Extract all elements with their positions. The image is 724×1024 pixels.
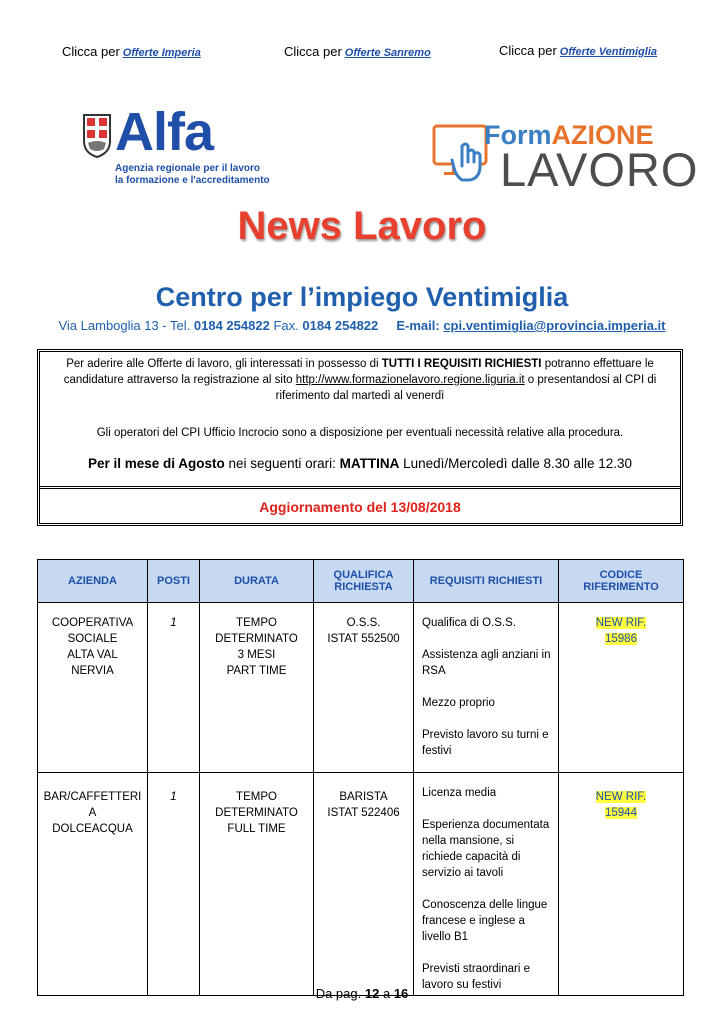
cpi-address: Via Lamboglia 13 - Tel. (58, 318, 191, 333)
update-date: Aggiornamento del 13/08/2018 (259, 499, 461, 515)
top-link-ventimiglia (499, 43, 657, 58)
cell-codice (559, 773, 684, 996)
cpi-fax-label: Fax. (273, 318, 299, 333)
top-link-prefix: Clicca per (62, 44, 120, 59)
cell-qualifica: O.S.S. ISTAT 552500 (314, 603, 414, 773)
cpi-tel: 0184 254822 (193, 318, 270, 333)
info-paragraph-2: Gli operatori del CPI Ufficio Incrocio sono a disposizione per eventuali necessità relative alla procedura. (96, 427, 624, 439)
cpi-contacts (0, 318, 724, 333)
new-rif-badge: NEW RIF. (595, 617, 647, 629)
top-link-prefix: Clicca per (499, 43, 557, 58)
cell-azienda: BAR/CAFFETTERI A DOLCEACQUA (38, 773, 148, 996)
alfa-logo-subtitle: Agenzia regionale per il lavoro la formazione e l'accreditamento (115, 163, 270, 186)
new-rif-badge: NEW RIF. (595, 791, 647, 803)
alfa-logo-text: Alfa (115, 102, 214, 162)
top-link-sanremo (284, 44, 431, 59)
header-requisiti: REQUISITI RICHIESTI (414, 560, 559, 603)
rif-code: 15944 (605, 807, 637, 819)
header-qualifica: QUALIFICA RICHIESTA (314, 560, 414, 603)
current-page: 12 (364, 986, 380, 1001)
info-box (37, 349, 683, 526)
cpi-email-link[interactable]: cpi.ventimiglia@provincia.imperia.it (443, 318, 666, 333)
requisiti-emphasis: TUTTI I REQUISITI RICHIESTI (381, 358, 542, 370)
table-header-row (38, 560, 684, 603)
page-footer: Da pag. 12 a 16 (315, 986, 409, 1001)
cell-posti: 1 (148, 603, 200, 773)
cpi-name: Centro per l’impiego Ventimiglia (155, 282, 569, 312)
formazione-lavoro-url-link[interactable]: http://www.formazionelavoro.regione.liguria.it (295, 374, 525, 386)
cell-durata: TEMPO DETERMINATO FULL TIME (200, 773, 314, 996)
header-codice: CODICE RIFERIMENTO (559, 560, 684, 603)
cell-posti: 1 (148, 773, 200, 996)
table-row (38, 603, 684, 773)
offerte-imperia-link[interactable]: Offerte Imperia (122, 47, 201, 59)
cpi-fax: 0184 254822 (302, 318, 379, 333)
cell-azienda: COOPERATIVA SOCIALE ALTA VAL NERVIA (38, 603, 148, 773)
table-row (38, 773, 684, 996)
header-durata: DURATA (200, 560, 314, 603)
formazione-logo-text: FormAZIONE (484, 120, 654, 150)
rif-code: 15986 (605, 633, 637, 645)
offerte-ventimiglia-link[interactable]: Offerte Ventimiglia (559, 46, 657, 58)
top-link-prefix: Clicca per (284, 44, 342, 59)
info-divider (40, 486, 680, 489)
liguria-shield-icon (82, 113, 112, 159)
cell-codice (559, 603, 684, 773)
page-title: News Lavoro (237, 204, 487, 248)
top-link-imperia (62, 44, 201, 59)
cell-qualifica: BARISTA ISTAT 522406 (314, 773, 414, 996)
cell-requisiti: Licenza media Esperienza documentata nella mansione, si richiede capacità di servizio ai tavoli Conoscenza delle lingue francese e inglese a livello B1 Previsti straordinari e lavoro su festivi (414, 773, 559, 996)
header-azienda: AZIENDA (38, 560, 148, 603)
lavoro-logo-text: LAVORO (500, 143, 699, 196)
info-paragraph-1: Per aderire alle Offerte di lavoro, gli interessati in possesso di TUTTI I REQUISITI RICHIESTI potranno effettuare le candidature attraverso la registrazione al sito http://www.formazionelavoro.regione.liguria.it o presentandosi al CPI di riferimento dal martedì al venerdì (63, 358, 657, 402)
total-pages: 16 (393, 986, 409, 1001)
info-hours: Per il mese di Agosto nei seguenti orari: MATTINA Lunedì/Mercoledì dalle 8.30 alle 12.30 (87, 456, 633, 471)
cell-requisiti: Qualifica di O.S.S. Assistenza agli anziani in RSA Mezzo proprio Previsto lavoro su turni e festivi (414, 603, 559, 773)
header-posti: POSTI (148, 560, 200, 603)
offerte-sanremo-link[interactable]: Offerte Sanremo (344, 47, 431, 59)
job-offers-table (37, 559, 684, 996)
cpi-email-label: E-mail: (396, 318, 440, 333)
cell-durata: TEMPO DETERMINATO 3 MESI PART TIME (200, 603, 314, 773)
